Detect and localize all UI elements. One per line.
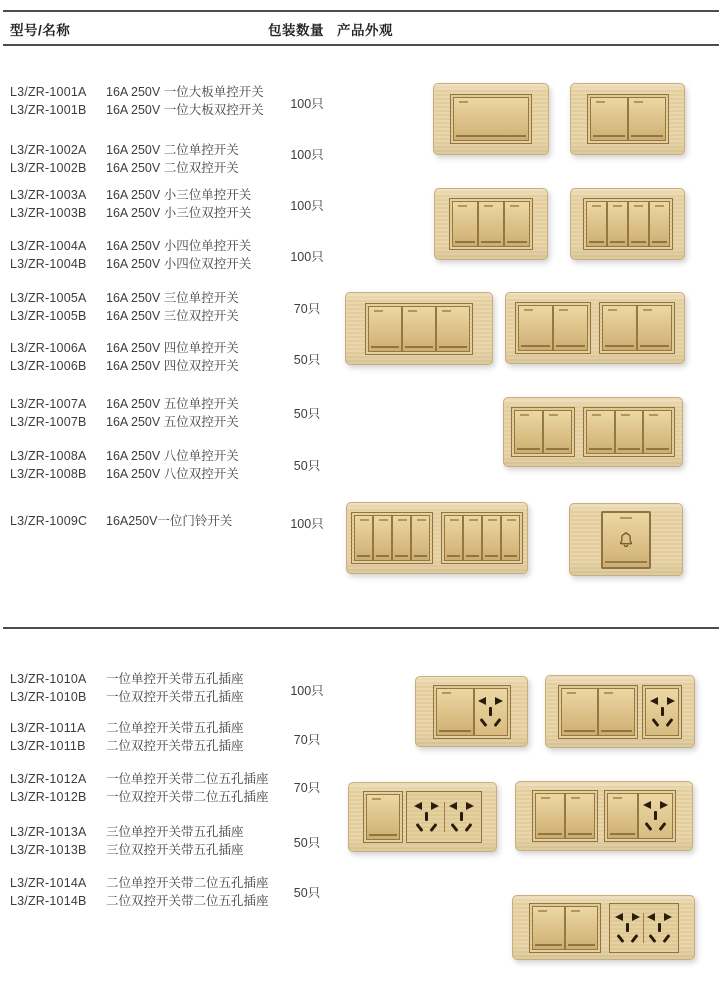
product-image-1008-eight-gang-switch-wide (346, 502, 528, 574)
model-code: L3/ZR-1011A (10, 721, 86, 735)
rocker-switch (452, 201, 478, 247)
product-image-1003-three-gang-switch (434, 188, 548, 260)
five-hole-socket-icon (478, 697, 503, 727)
product-name: 三位单控开关带五孔插座 (106, 825, 244, 839)
rocker-switch (615, 410, 644, 454)
column-header-appearance: 产品外观 (337, 23, 393, 38)
product-name: 16A 250V 五位双控开关 (106, 414, 239, 429)
package-quantity: 100只 (290, 148, 324, 162)
five-hole-socket (645, 688, 679, 736)
five-hole-socket-icon (643, 801, 668, 831)
product-name: 16A 250V 八位双控开关 (106, 466, 239, 481)
product-name: 16A 250V 小三位双控开关 (106, 205, 252, 220)
socket-frame (642, 685, 682, 739)
product-image-1005-three-gang-switch-wide (345, 292, 493, 365)
package-quantity: 70只 (293, 781, 321, 795)
rocker-switch (561, 688, 598, 736)
package-quantity: 70只 (293, 302, 321, 316)
switch-frame (529, 903, 601, 953)
product-image-1014-two-switch-with-double-socket (512, 895, 695, 960)
model-code: L3/ZR-1013A (10, 825, 87, 839)
product-image-1011-two-switch-with-socket (545, 675, 695, 748)
model-code: L3/ZR-1008B (10, 466, 87, 481)
product-row-1007 (10, 396, 239, 431)
model-code: L3/ZR-1010B (10, 689, 87, 704)
rocker-switch (436, 306, 470, 352)
rocker-switch (607, 201, 628, 247)
rocker-switch (628, 201, 649, 247)
model-code: L3/ZR-1003B (10, 205, 87, 220)
rocker-switch (366, 794, 400, 840)
product-name: 16A 250V 一位大板单控开关 (106, 85, 264, 99)
product-name: 16A 250V 三位单控开关 (106, 291, 239, 305)
package-quantity: 50只 (293, 353, 321, 367)
package-quantity: 50只 (293, 836, 321, 850)
model-code: L3/ZR-1012A (10, 772, 87, 786)
product-name: 16A 250V 一位大板双控开关 (106, 102, 264, 117)
switch-socket-frame (604, 790, 676, 842)
rocker-switch (565, 793, 595, 839)
product-name: 二位双控开关带五孔插座 (106, 738, 244, 753)
package-quantity: 50只 (293, 459, 321, 473)
product-row-1001 (10, 84, 264, 119)
rocker-switch (565, 906, 598, 950)
product-row-1002 (10, 142, 239, 177)
rocker-switch (586, 201, 607, 247)
product-name: 16A 250V 小四位单控开关 (106, 239, 252, 253)
product-row-1010 (10, 671, 244, 706)
rocker-switch (598, 688, 635, 736)
rocker-switch (643, 410, 672, 454)
five-hole-socket-icon (414, 802, 439, 832)
model-code: L3/ZR-1014A (10, 876, 87, 890)
five-hole-socket-icon (449, 802, 474, 832)
switch-frame (441, 512, 523, 564)
five-hole-socket-icon (615, 913, 640, 943)
rocker-switch (392, 515, 411, 561)
column-header-quantity: 包装数量 (268, 23, 324, 38)
product-name: 一位双控开关带二位五孔插座 (106, 789, 269, 804)
product-row-1013 (10, 824, 244, 859)
model-code: L3/ZR-1010A (10, 672, 87, 686)
rocker-switch (354, 515, 373, 561)
product-row-1004 (10, 238, 251, 273)
switch-frame (351, 512, 433, 564)
model-code: L3/ZR-1009C (10, 514, 88, 528)
rocker-switch (436, 688, 474, 736)
model-code: L3/ZR-1012B (10, 789, 87, 804)
rocker-switch (637, 305, 672, 351)
product-name: 16A 250V 五位单控开关 (106, 397, 239, 411)
rocker-switch (543, 410, 572, 454)
product-name: 16A 250V 小三位单控开关 (106, 188, 252, 202)
rocker-switch (602, 305, 637, 351)
product-name: 16A 250V 二位双控开关 (106, 160, 239, 175)
model-code: L3/ZR-1013B (10, 842, 87, 857)
model-code: L3/ZR-1008A (10, 449, 87, 463)
switch-frame (449, 198, 533, 250)
switch-frame (365, 303, 473, 355)
product-row-1006 (10, 340, 239, 375)
rocker-switch (586, 410, 615, 454)
switch-frame (583, 198, 673, 250)
section-divider-rule (3, 627, 719, 629)
five-hole-socket (474, 688, 508, 736)
switch-frame (511, 407, 575, 457)
product-image-1012-switch-with-double-socket (348, 782, 497, 852)
package-quantity: 100只 (290, 517, 324, 531)
model-code: L3/ZR-1014B (10, 893, 87, 908)
switch-frame (558, 685, 638, 739)
product-name: 16A 250V 小四位双控开关 (106, 256, 252, 271)
product-row-1014 (10, 875, 269, 910)
model-code: L3/ZR-1006B (10, 358, 87, 373)
socket-frame (609, 903, 679, 953)
model-code: L3/ZR-1004B (10, 256, 87, 271)
rocker-switch (532, 906, 565, 950)
rocker-switch (607, 793, 638, 839)
switch-frame (583, 407, 675, 457)
product-name: 一位单控开关带二位五孔插座 (106, 772, 269, 786)
product-image-1007-five-gang-switch-wide (503, 397, 683, 467)
rocker-switch (478, 201, 504, 247)
rocker-switch (373, 515, 392, 561)
rocker-switch (482, 515, 501, 561)
package-quantity: 100只 (290, 97, 324, 111)
socket-frame (406, 791, 482, 843)
double-five-hole-socket (612, 906, 676, 950)
five-hole-socket (638, 793, 673, 839)
five-hole-socket-icon (650, 697, 675, 727)
product-image-1013-three-switch-with-socket (515, 781, 693, 851)
switch-socket-frame (433, 685, 511, 739)
model-code: L3/ZR-1003A (10, 188, 87, 202)
product-name: 16A 250V 二位单控开关 (106, 143, 239, 157)
product-row-1012 (10, 771, 269, 806)
rocker-switch (501, 515, 520, 561)
five-hole-socket-icon (647, 913, 672, 943)
product-image-1010-switch-with-socket (415, 676, 528, 747)
switch-frame (450, 94, 532, 144)
product-image-1002-two-gang-switch (570, 83, 685, 155)
rocker-switch (553, 305, 588, 351)
package-quantity: 100只 (290, 250, 324, 264)
rocker-switch (590, 97, 628, 141)
rocker-switch (518, 305, 553, 351)
model-code: L3/ZR-1005A (10, 291, 87, 305)
package-quantity: 100只 (290, 199, 324, 213)
rocker-switch (411, 515, 430, 561)
model-code: L3/ZR-1001B (10, 102, 87, 117)
model-code: L3/ZR-1001A (10, 85, 87, 99)
product-image-1001-one-gang-switch (433, 83, 549, 155)
product-name: 二位单控开关带五孔插座 (106, 721, 244, 735)
product-name: 一位双控开关带五孔插座 (106, 689, 244, 704)
model-code: L3/ZR-1011B (10, 738, 86, 753)
product-name: 16A 250V 四位单控开关 (106, 341, 239, 355)
double-five-hole-socket (409, 794, 479, 840)
rocker-switch (504, 201, 530, 247)
product-row-1011 (10, 720, 244, 755)
product-row-1005 (10, 290, 239, 325)
doorbell-button (601, 511, 651, 569)
product-image-1006-four-gang-switch-wide (505, 292, 685, 364)
rocker-switch (628, 97, 666, 141)
product-name: 16A250V一位门铃开关 (106, 514, 233, 528)
package-quantity: 50只 (293, 886, 321, 900)
product-name: 三位双控开关带五孔插座 (106, 842, 244, 857)
rocker-switch (535, 793, 565, 839)
product-image-1009-doorbell-switch (569, 503, 683, 576)
product-row-1008 (10, 448, 239, 483)
package-quantity: 50只 (293, 407, 321, 421)
model-code: L3/ZR-1004A (10, 239, 87, 253)
package-quantity: 70只 (293, 733, 321, 747)
header-rule (3, 44, 719, 46)
product-name: 二位单控开关带二位五孔插座 (106, 876, 269, 890)
product-name: 二位双控开关带二位五孔插座 (106, 893, 269, 908)
top-rule (3, 10, 719, 12)
product-name: 一位单控开关带五孔插座 (106, 672, 244, 686)
model-code: L3/ZR-1005B (10, 308, 87, 323)
model-code: L3/ZR-1006A (10, 341, 87, 355)
package-quantity: 100只 (290, 684, 324, 698)
model-code: L3/ZR-1007B (10, 414, 87, 429)
model-code: L3/ZR-1002A (10, 143, 87, 157)
product-name: 16A 250V 四位双控开关 (106, 358, 239, 373)
rocker-switch (649, 201, 670, 247)
bell-icon (616, 530, 636, 550)
rocker-switch (444, 515, 463, 561)
model-code: L3/ZR-1002B (10, 160, 87, 175)
rocker-switch (514, 410, 543, 454)
model-code: L3/ZR-1007A (10, 397, 87, 411)
rocker-switch (453, 97, 529, 141)
switch-frame (599, 302, 675, 354)
product-name: 16A 250V 八位单控开关 (106, 449, 239, 463)
rocker-switch (368, 306, 402, 352)
switch-frame (515, 302, 591, 354)
product-row-1009 (10, 513, 232, 531)
rocker-switch (402, 306, 436, 352)
product-name: 16A 250V 三位双控开关 (106, 308, 239, 323)
switch-frame (587, 94, 669, 144)
switch-frame (532, 790, 598, 842)
switch-frame (363, 791, 403, 843)
product-row-1003 (10, 187, 251, 222)
product-image-1004-four-gang-switch (570, 188, 685, 260)
rocker-switch (463, 515, 482, 561)
column-header-model: 型号/名称 (10, 23, 71, 38)
